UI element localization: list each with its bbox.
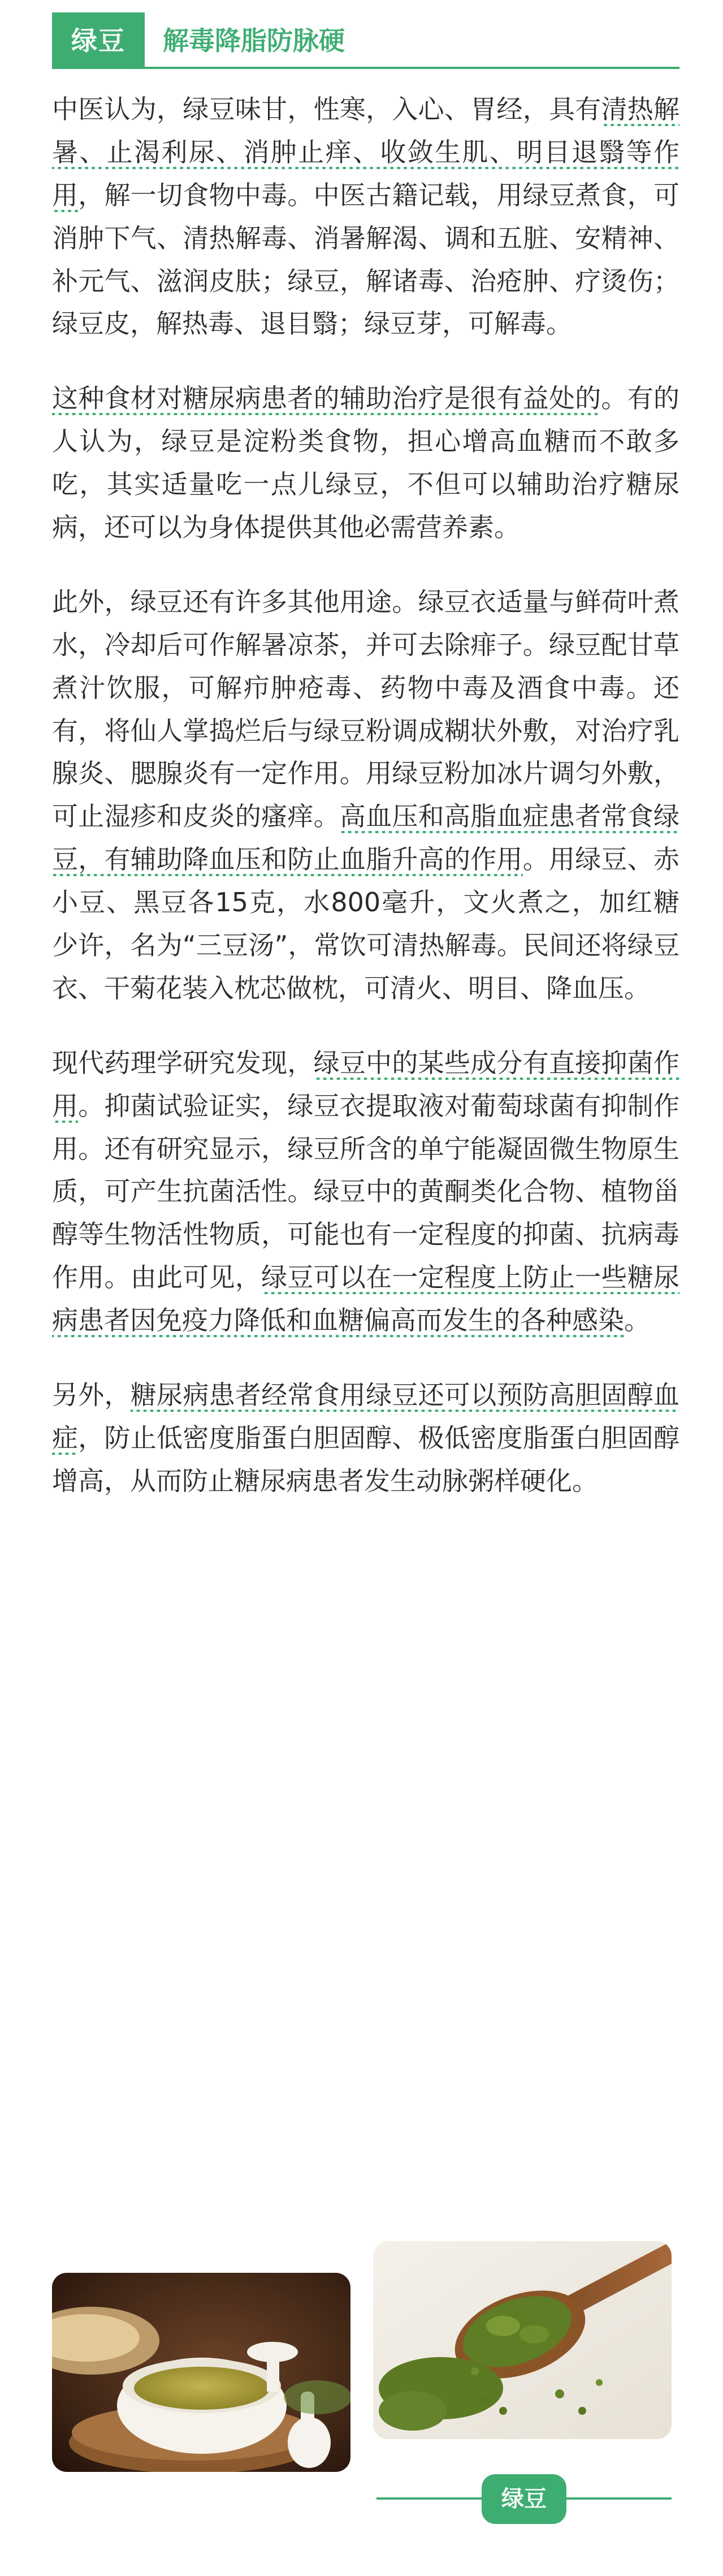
article-paragraph bbox=[52, 377, 679, 549]
section-subtitle: 解毒降脂防脉硬 bbox=[163, 25, 345, 56]
mung-bean-soup-photo bbox=[52, 2273, 350, 2472]
header-underline bbox=[52, 67, 679, 69]
paragraph-text: ，防止低密度脂蛋白胆固醇、极低密度脂蛋白胆固醇增高，从而防止糖尿病患者发生动脉粥样硬化。 bbox=[52, 1422, 680, 1496]
article-paragraph bbox=[52, 88, 679, 346]
paragraph-text: 此外，绿豆还有许多其他用途。绿豆衣适量与鲜荷叶煮水，冷却后可作解暑凉茶，并可去除痱子。绿豆配甘草煮汁饮服，可解疖肿疮毒、药物中毒及酒食中毒。还有，将仙人掌捣烂后与绿豆粉调成糊状外敷，对治疗乳腺炎、腮腺炎有一定作用。用绿豆粉加冰片调匀外敷，可止湿疹和皮炎的瘙痒。 bbox=[52, 586, 679, 832]
paragraph-text: 。有的人认为，绿豆是淀粉类食物，担心增高血糖而不敢多吃，其实适量吃一点儿绿豆，不但可以辅助治疗糖尿病，还可以为身体提供其他必需营养素。 bbox=[52, 383, 680, 543]
highlighted-text: 绿豆可以在一定程度上防止一些糖尿病患者因免疫力降低和血糖偏高而发生的各种感染 bbox=[52, 1262, 679, 1337]
paragraph-text: 中医认为，绿豆味甘，性寒，入心、胃经，具有 bbox=[52, 94, 601, 124]
article-paragraph bbox=[52, 1042, 679, 1342]
image-caption: 绿豆 bbox=[482, 2474, 566, 2524]
mung-beans-wooden-spoon-photo bbox=[373, 2241, 672, 2439]
highlighted-text: 糖尿病患者经常食用绿豆还可以预防高胆固醇血症 bbox=[52, 1380, 679, 1455]
article-paragraph bbox=[52, 581, 679, 1010]
highlighted-text: 高血压和高脂血症患者常食绿豆，有辅助降血压和防止血脂升高的作用 bbox=[52, 801, 679, 876]
article-paragraph bbox=[52, 1374, 679, 1503]
highlighted-text: 清热解暑、止渴利尿、消肿止痒、收敛生肌、明目退翳等作用 bbox=[52, 94, 679, 212]
highlighted-text: 绿豆中的某些成分有直接抑菌作用 bbox=[52, 1048, 679, 1123]
paragraph-text: 。用绿豆、赤小豆、黑豆各15克，水800毫升，文火煮之，加红糖少许，名为“三豆汤”，常饮可清热解毒。民间还将绿豆衣、干菊花装入枕芯做枕，可清火、明目、降血压。 bbox=[52, 844, 680, 1003]
paragraph-text: 。 bbox=[624, 1305, 650, 1336]
section-tag: 绿豆 bbox=[52, 12, 145, 69]
paragraph-text: 另外， bbox=[52, 1380, 131, 1411]
highlighted-text: 这种食材对糖尿病患者的辅助治疗是很有益处的 bbox=[52, 383, 601, 415]
section-header bbox=[52, 12, 679, 69]
article-body bbox=[52, 88, 679, 1535]
paragraph-text: 现代药理学研究发现， bbox=[52, 1047, 314, 1078]
paragraph-text: 。抑菌试验证实，绿豆衣提取液对葡萄球菌有抑制作用。还有研究显示，绿豆所含的单宁能凝固微生物原生质，可产生抗菌活性。绿豆中的黄酮类化合物、植物甾醇等生物活性物质，可能也有一定程度的抑菌、抗病毒作用。由此可见， bbox=[52, 1090, 680, 1293]
paragraph-text: ，解一切食物中毒。中医古籍记载，用绿豆煮食，可消肿下气、清热解毒、消暑解渴、调和五脏、安精神、补元气、滋润皮肤；绿豆，解诸毒、治疮肿、疗烫伤；绿豆皮，解热毒、退目翳；绿豆芽，可解毒。 bbox=[52, 179, 680, 339]
